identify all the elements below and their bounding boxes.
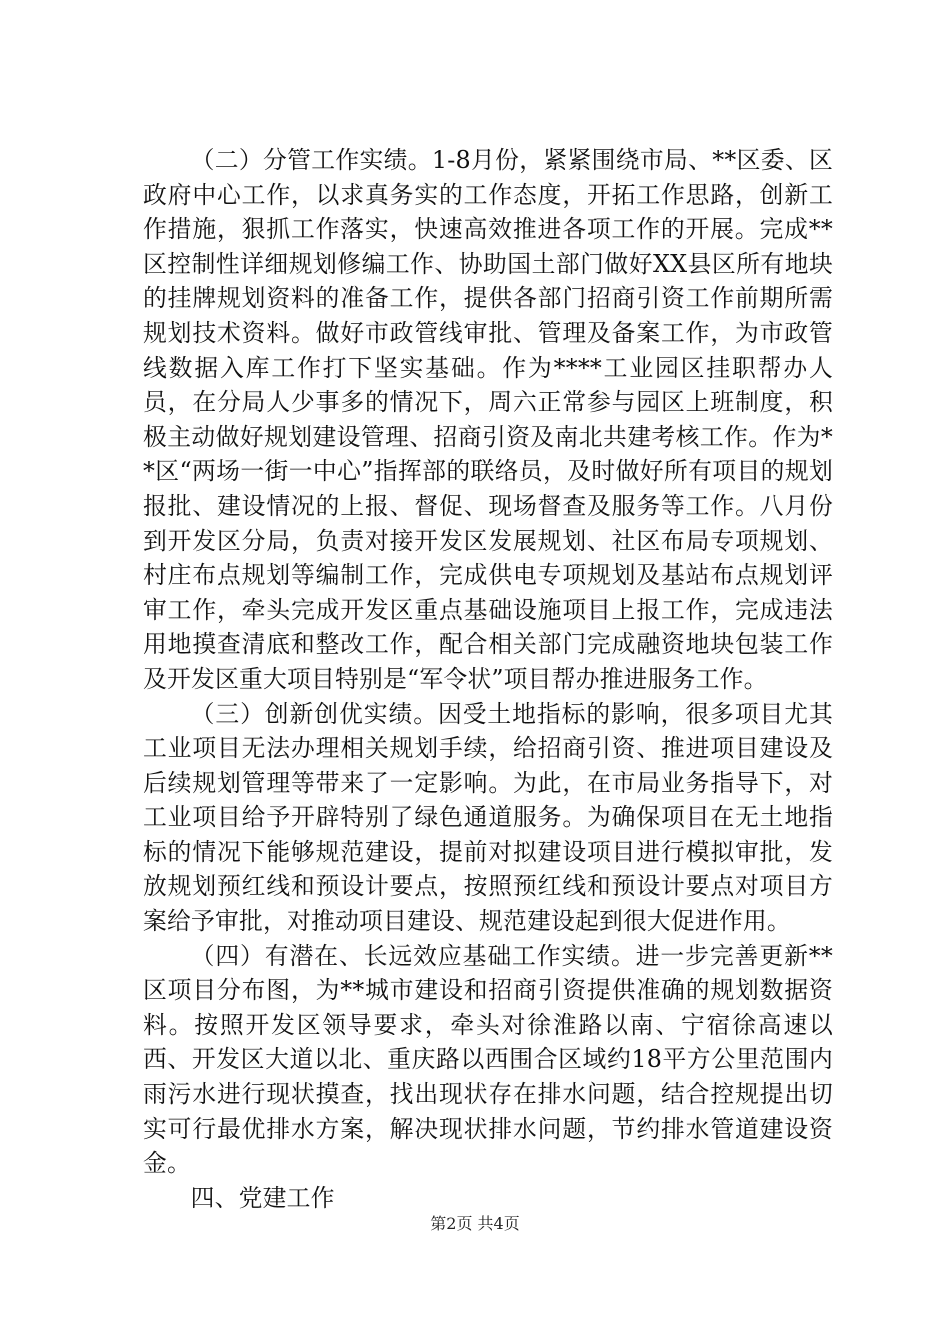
section-heading-dangjian: 四、党建工作 xyxy=(190,1183,335,1212)
paragraph-jichu-gongzuo: （四）有潜在、长远效应基础工作实绩。进一步完善更新**区项目分布图，为**城市建设和招商引资提供准确的规划数据资料。按照开发区领导要求，牵头对徐淮路以南、宁宿徐高速以西、开发区大道以北、重庆路以西围合区域约18平方公里范围内雨污水进行现状摸查，找出现状存在排水问题，结合控规提出切实可行最优排水方案，解决现状排水问题，节约排水管道建设资金。 xyxy=(143,941,833,1178)
page-number-footer: 第2页 共4页 xyxy=(430,1214,520,1233)
document-body xyxy=(143,143,833,1215)
paragraph-chuangxin-chuangyou: （三）创新创优实绩。因受土地指标的影响，很多项目尤其工业项目无法办理相关规划手续，给招商引资、推进项目建设及后续规划管理等带来了一定影响。为此，在市局业务指导下，对工业项目给予开辟特别了绿色通道服务。为确保项目在无土地指标的情况下能够规范建设，提前对拟建设项目进行模拟审批，发放规划预红线和预设计要点，按照预红线和预设计要点对项目方案给予审批，对推动项目建设、规范建设起到很大促进作用。 xyxy=(143,699,833,936)
paragraph-fenguan-gongzuo: （二）分管工作实绩。1-8月份，紧紧围绕市局、**区委、区政府中心工作，以求真务实的工作态度，开拓工作思路，创新工作措施，狠抓工作落实，快速高效推进各项工作的开展。完成**区控制性详细规划修编工作、协助国土部门做好XX县区所有地块的挂牌规划资料的准备工作，提供各部门招商引资工作前期所需规划技术资料。做好市政管线审批、管理及备案工作，为市政管线数据入库工作打下坚实基础。作为****工业园区挂职帮办人员，在分局人少事多的情况下，周六正常参与园区上班制度，积极主动做好规划建设管理、招商引资及南北共建考核工作。作为**区“两场一街一中心”指挥部的联络员，及时做好所有项目的规划报批、建设情况的上报、督促、现场督查及服务等工作。八月份到开发区分局，负责对接开发区发展规划、社区布局专项规划、村庄布点规划等编制工作，完成供电专项规划及基站布点规划评审工作，牵头完成开发区重点基础设施项目上报工作，完成违法用地摸查清底和整改工作，配合相关部门完成融资地块包装工作及开发区重大项目特别是“军令状”项目帮办推进服务工作。 xyxy=(143,146,833,693)
